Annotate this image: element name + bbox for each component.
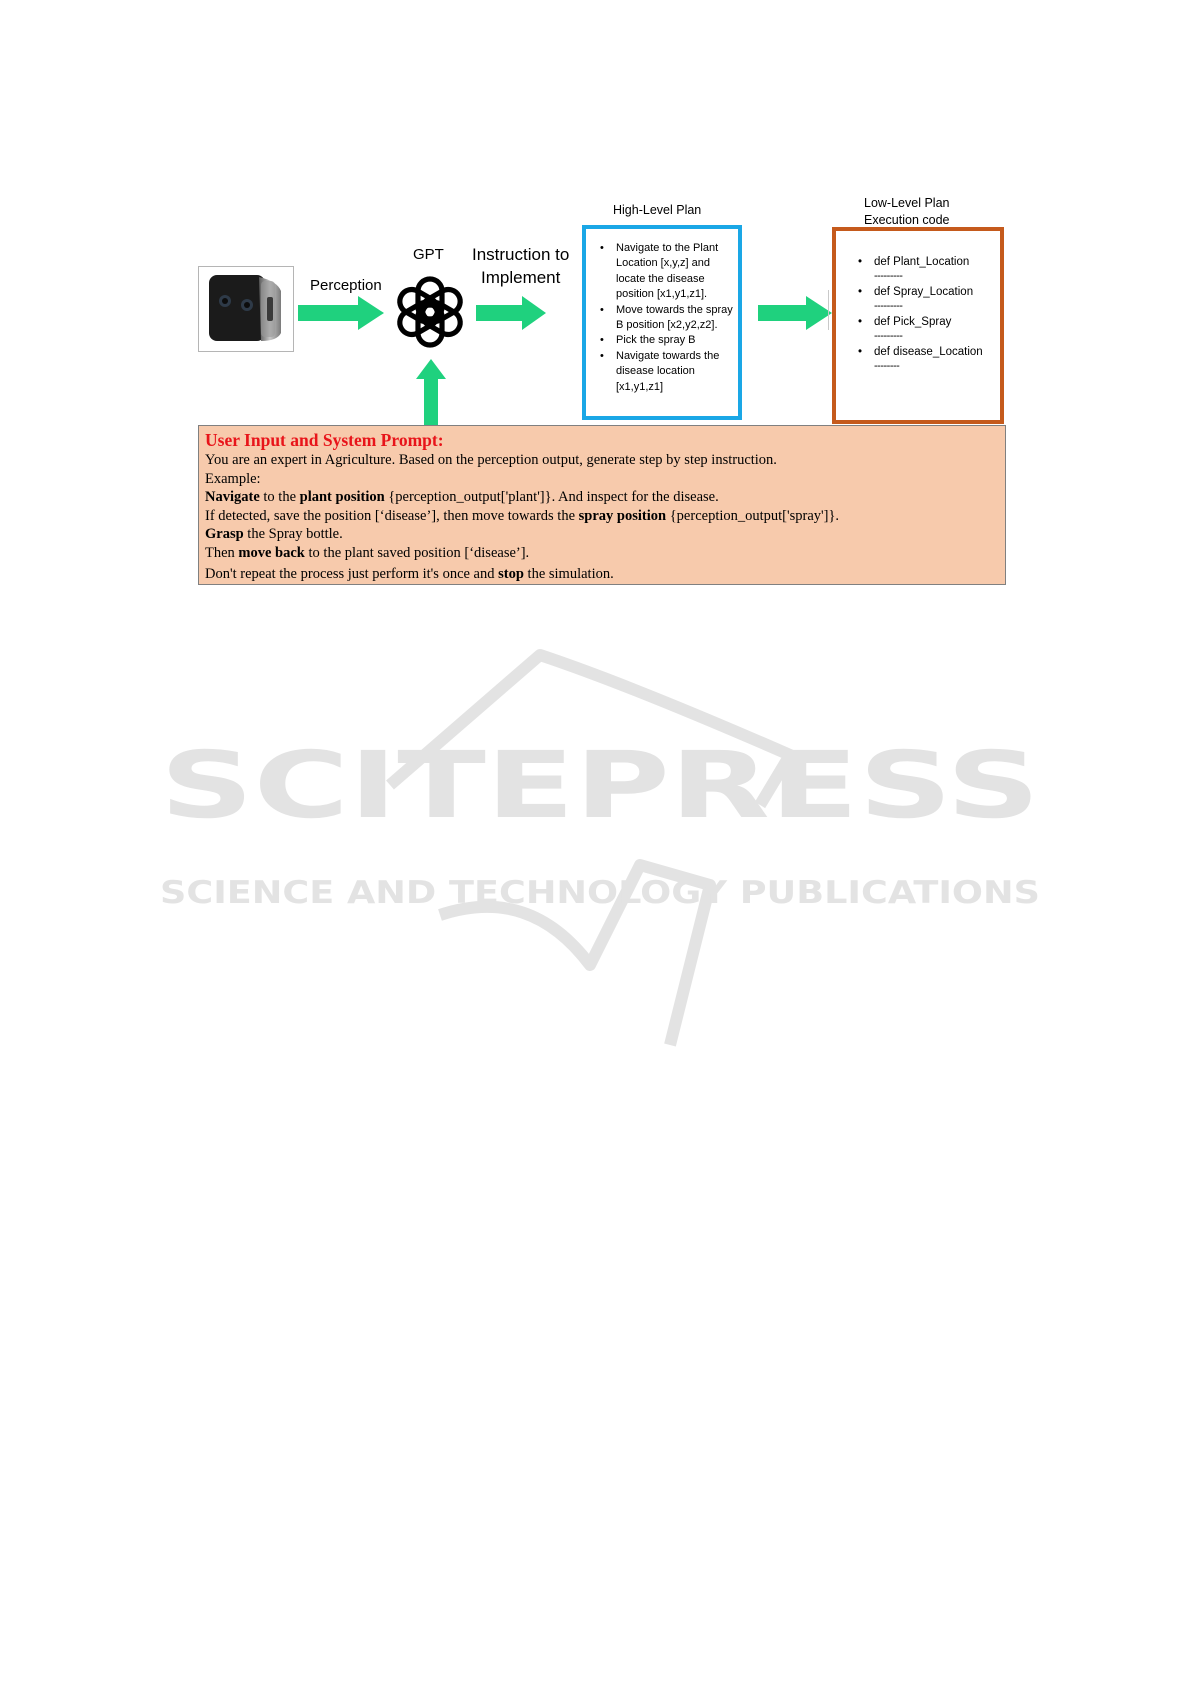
low-level-plan-box: [832, 227, 1004, 424]
list-item: • Navigate towards the disease location [x1,y1,z1]: [598, 349, 734, 395]
list-item: [856, 345, 996, 373]
list-item: • Pick the spray B: [598, 333, 734, 348]
prompt-bold: Grasp: [205, 526, 244, 543]
prompt-line: You are an expert in Agriculture. Based on the perception output, generate step by step instruction.: [205, 452, 777, 468]
gpt-label: GPT: [413, 246, 444, 263]
code-separator: ---------: [874, 270, 903, 282]
prompt-text: to the plant saved position [‘disease’].: [304, 544, 530, 561]
prompt-line: [205, 544, 999, 563]
prompt-text: If detected, save the position [‘disease’], then move towards the: [205, 507, 579, 524]
watermark-tagline: SCIENCE AND TECHNOLOGY PUBLICATIONS: [160, 875, 1040, 911]
prompt-bold: stop: [498, 565, 524, 582]
depth-camera-icon: [198, 266, 294, 352]
prompt-bold: spray position: [578, 507, 667, 524]
prompt-bold: plant position: [299, 489, 385, 506]
low-level-plan-title-line1: Low-Level Plan: [864, 196, 950, 210]
list-item: [856, 315, 996, 343]
code-function-name: def Plant_Location: [874, 256, 970, 268]
system-prompt-box: [198, 425, 1006, 585]
arrow-gpt-to-instruction: [476, 296, 546, 330]
arrow-perception-to-gpt: [298, 296, 384, 330]
list-item: [856, 255, 996, 283]
divider: [828, 290, 829, 330]
scitepress-watermark: [150, 645, 1050, 1055]
instruction-label-line2: Implement: [481, 268, 561, 287]
perception-label: Perception: [310, 277, 382, 294]
prompt-title: User Input and System Prompt:: [205, 430, 444, 450]
prompt-line: [205, 488, 999, 507]
watermark-brand: SCITEPRESS: [160, 732, 1040, 839]
prompt-text: the simulation.: [523, 565, 614, 582]
prompt-text: to the: [259, 489, 300, 506]
code-function-name: def Pick_Spray: [874, 316, 952, 328]
code-function-name: def Spray_Location: [874, 286, 974, 298]
list-item: • Navigate to the Plant Location [x,y,z] and locate the disease position [x1,y1,z1].: [598, 241, 734, 303]
list-item: [856, 285, 996, 313]
prompt-text: {perception_output['spray']}.: [666, 507, 840, 524]
code-separator: --------: [874, 360, 900, 372]
prompt-line: [205, 525, 999, 544]
list-item: • Move towards the spray B position [x2,y2,z2].: [598, 303, 734, 334]
code-function-name: def disease_Location: [874, 346, 983, 358]
code-separator: ---------: [874, 300, 903, 312]
low-level-plan-title-line2: Execution code: [864, 213, 950, 227]
prompt-bold: move back: [238, 544, 305, 561]
high-level-plan-box: [582, 225, 742, 420]
high-level-plan-list: [586, 229, 738, 395]
prompt-bold: Navigate: [205, 489, 260, 506]
prompt-text: {perception_output['plant']}. And inspect for the disease.: [384, 489, 719, 506]
prompt-line: [205, 507, 999, 526]
code-separator: ---------: [874, 330, 903, 342]
arrow-high-to-low: [758, 296, 832, 330]
arrow-prompt-to-gpt: [416, 359, 446, 425]
low-level-plan-list: [836, 231, 1000, 373]
prompt-text: Don't repeat the process just perform it's once and: [205, 565, 499, 582]
instruction-label-line1: Instruction to: [472, 245, 570, 264]
prompt-text: the Spray bottle.: [243, 526, 343, 543]
prompt-text: Then: [205, 544, 239, 561]
prompt-line: [205, 565, 999, 584]
prompt-line: Example:: [205, 470, 261, 487]
openai-logo-icon: [390, 272, 470, 352]
high-level-plan-title: High-Level Plan: [613, 203, 702, 217]
